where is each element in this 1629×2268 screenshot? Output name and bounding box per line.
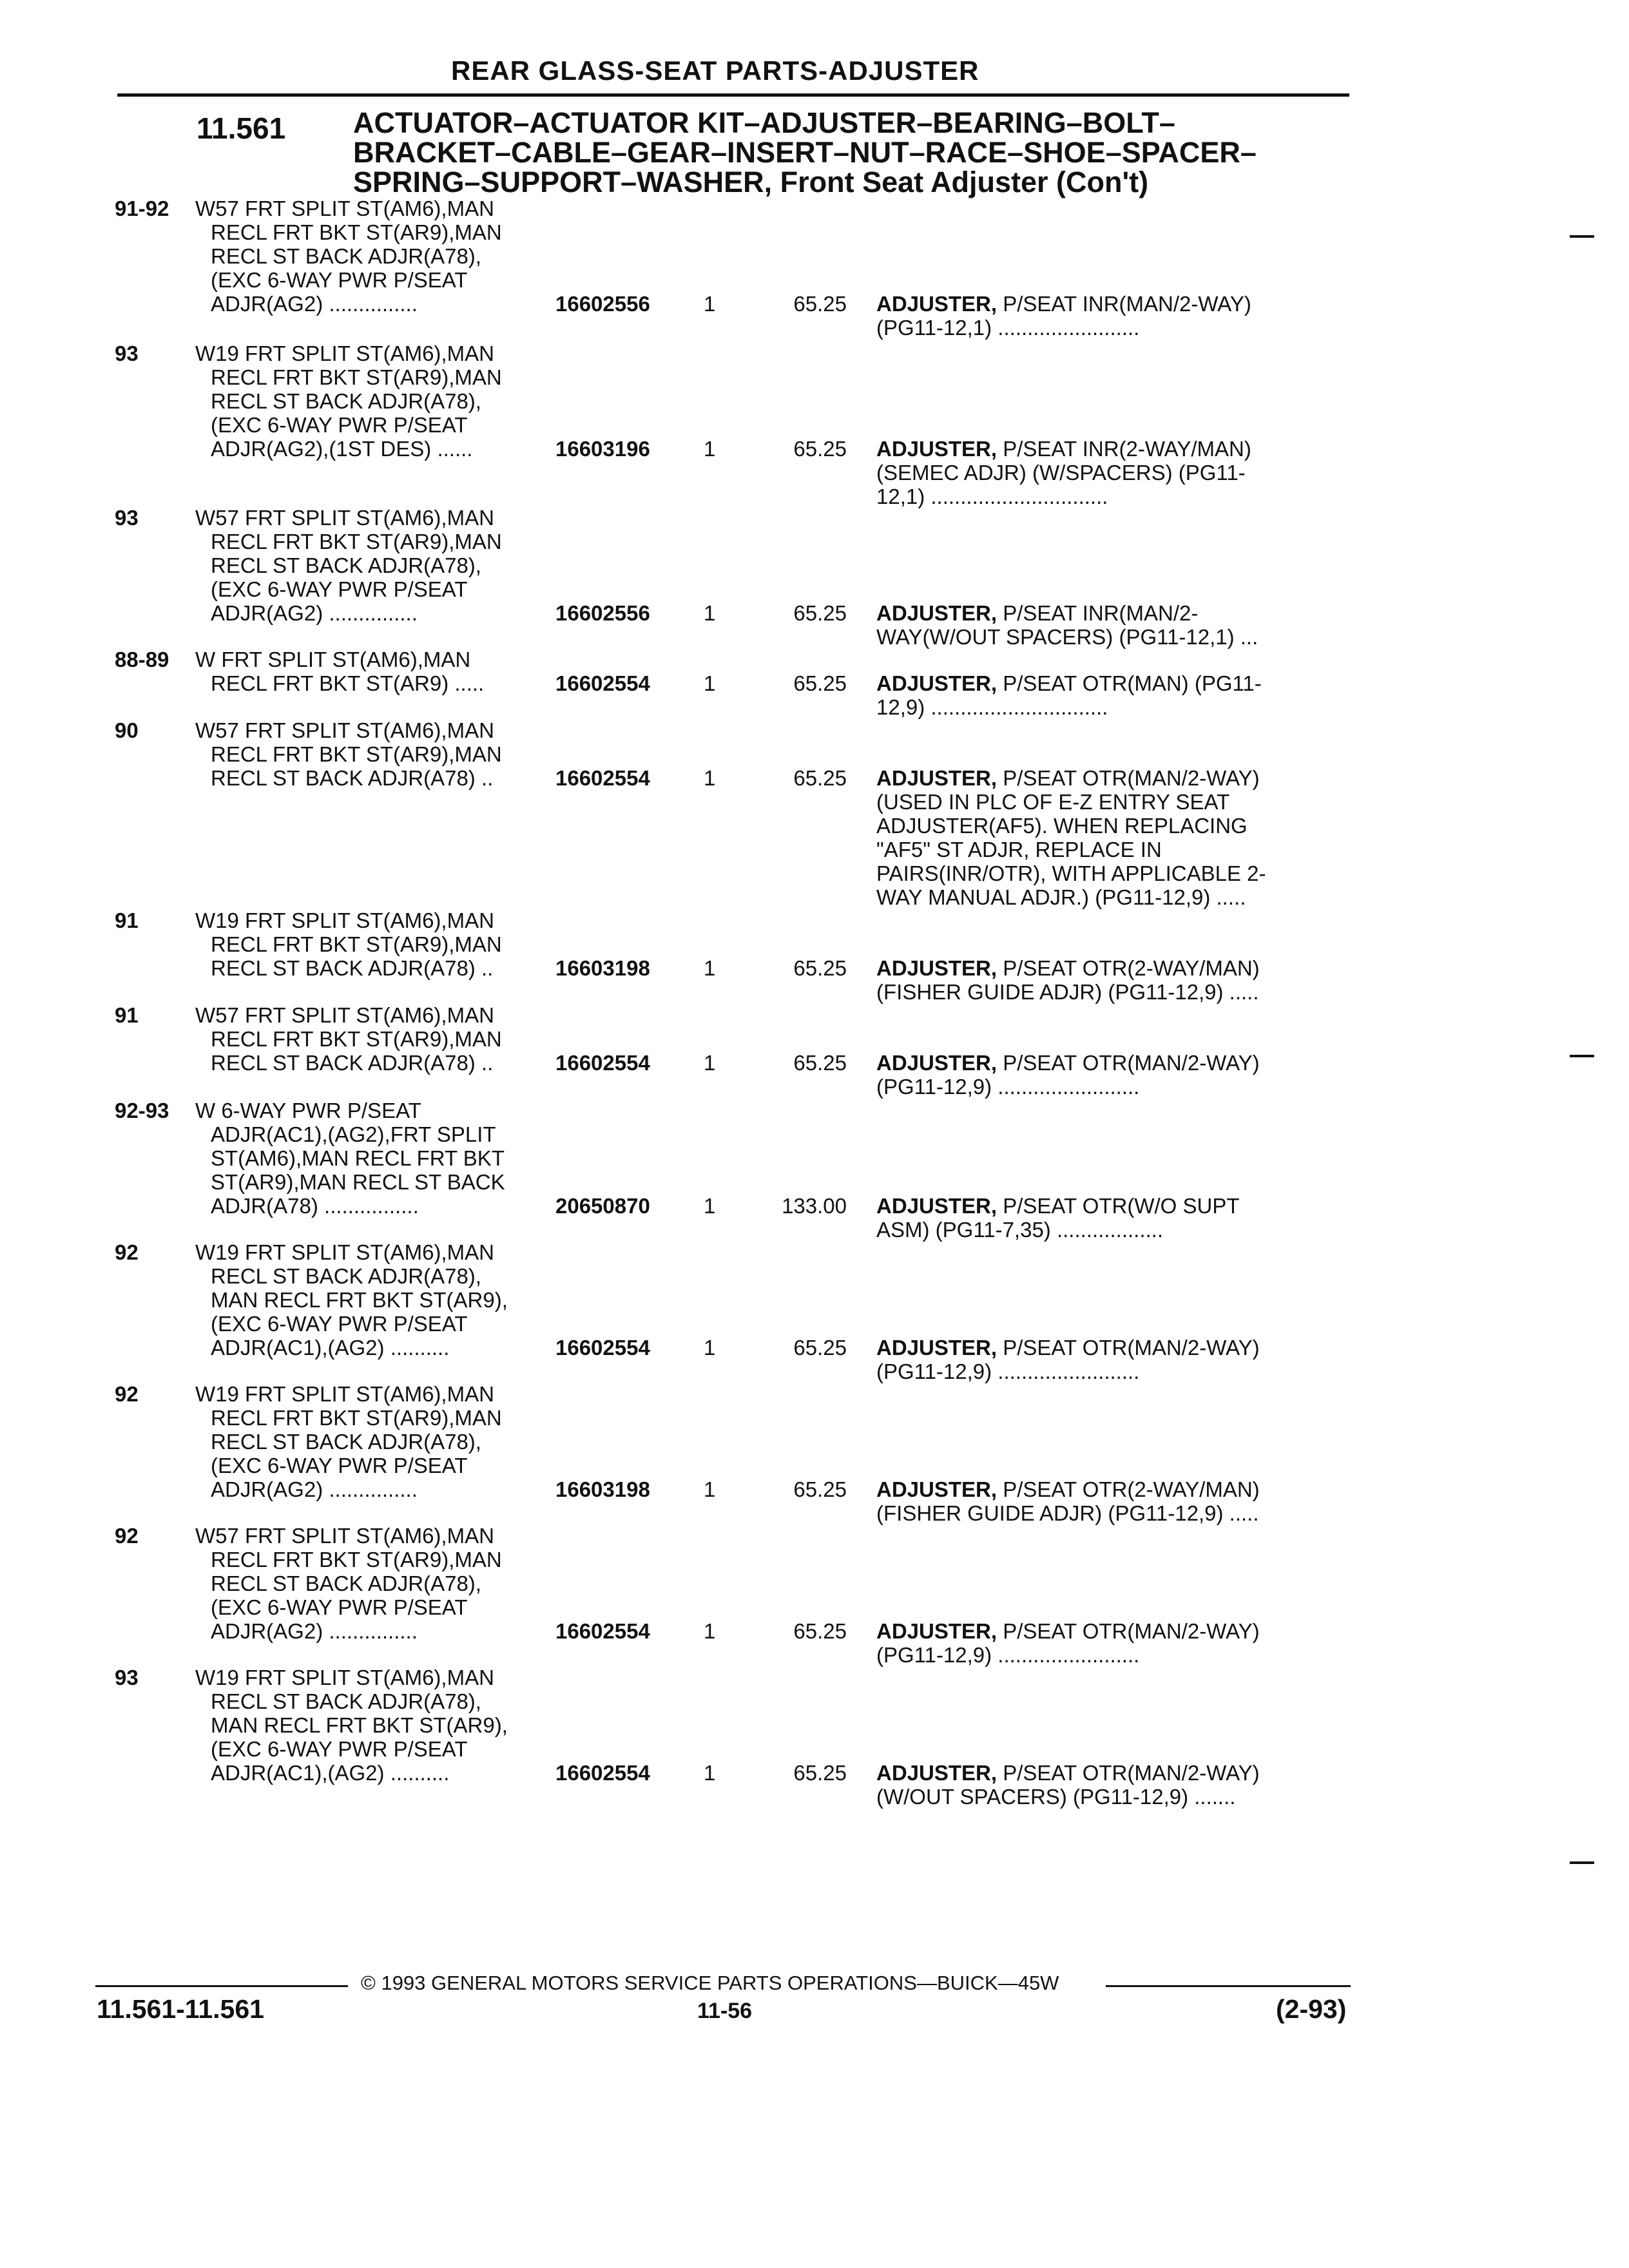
model-year: 93 [115, 506, 139, 530]
description-line: RECL FRT BKT ST(AR9),MAN [211, 1406, 502, 1430]
item-name: ADJUSTER, [876, 1336, 998, 1360]
description-line: RECL ST BACK ADJR(A78) .. [211, 1051, 494, 1075]
item-description [876, 437, 1347, 508]
item-line: WAY MANUAL ADJR.) (PG11-12,9) ..... [876, 885, 1246, 909]
item-name: ADJUSTER, [876, 766, 998, 790]
item-spec: P/SEAT OTR(MAN/2-WAY) [1003, 1336, 1260, 1360]
item-description [876, 292, 1347, 340]
section-title [353, 108, 1320, 197]
model-year: 93 [115, 1666, 139, 1689]
model-year: 91 [115, 908, 139, 932]
application-description [195, 908, 502, 980]
item-line: (W/OUT SPACERS) (PG11-12,9) ....... [876, 1785, 1236, 1809]
item-description [876, 1194, 1347, 1242]
description-line: ADJR(AG2) ............... [211, 292, 418, 316]
item-line: ASM) (PG11-7,35) .................. [876, 1218, 1164, 1242]
footer-copyright: © 1993 GENERAL MOTORS SERVICE PARTS OPERATIONS—BUICK—45W [361, 1972, 1059, 1994]
application-description [195, 1382, 502, 1501]
description-line: (EXC 6-WAY PWR P/SEAT [211, 1737, 468, 1761]
description-line: RECL ST BACK ADJR(A78), [211, 1571, 481, 1595]
quantity: 1 [704, 601, 716, 625]
item-line: "AF5" ST ADJR, REPLACE IN [876, 838, 1162, 861]
part-number: 16603198 [555, 956, 650, 980]
section-title-line: SPRING–SUPPORT–WASHER, Front Seat Adjuster (Con't) [353, 166, 1149, 198]
item-name: ADJUSTER, [876, 1761, 998, 1785]
application-description [195, 341, 502, 461]
price: 65.25 [793, 1477, 847, 1501]
description-line: W 6-WAY PWR P/SEAT [195, 1099, 421, 1122]
application-description [195, 506, 502, 625]
quantity: 1 [704, 1619, 716, 1643]
part-number: 16602554 [555, 1619, 650, 1643]
model-year: 92-93 [115, 1099, 169, 1122]
price: 133.00 [782, 1194, 847, 1218]
model-year: 88-89 [115, 648, 169, 671]
application-description [195, 1003, 502, 1075]
description-line: RECL ST BACK ADJR(A78), [211, 553, 481, 577]
item-line [876, 956, 1347, 980]
item-line: (USED IN PLC OF E-Z ENTRY SEAT [876, 790, 1230, 814]
price: 65.25 [793, 1761, 847, 1785]
quantity: 1 [704, 292, 716, 316]
description-line: W57 FRT SPLIT ST(AM6),MAN [195, 197, 494, 220]
quantity: 1 [704, 1051, 716, 1075]
description-line: ADJR(AG2) ............... [211, 601, 418, 625]
description-line: W FRT SPLIT ST(AM6),MAN [195, 648, 471, 671]
item-line [876, 437, 1347, 461]
price: 65.25 [793, 1051, 847, 1075]
item-name: ADJUSTER, [876, 956, 998, 980]
item-line: (PG11-12,9) ........................ [876, 1360, 1140, 1383]
margin-mark [1570, 235, 1594, 238]
description-line: ST(AR9),MAN RECL ST BACK [211, 1170, 505, 1194]
description-line: MAN RECL FRT BKT ST(AR9), [211, 1713, 508, 1737]
item-spec: P/SEAT OTR(MAN/2-WAY) [1003, 1051, 1260, 1075]
item-line: (PG11-12,9) ........................ [876, 1075, 1140, 1099]
item-line: WAY(W/OUT SPACERS) (PG11-12,1) ... [876, 625, 1258, 649]
item-name: ADJUSTER, [876, 1619, 998, 1643]
description-line: RECL ST BACK ADJR(A78), [211, 244, 481, 268]
description-line: RECL ST BACK ADJR(A78), [211, 1430, 481, 1454]
price: 65.25 [793, 671, 847, 695]
item-spec: P/SEAT OTR(MAN/2-WAY) [1003, 1761, 1260, 1785]
item-name: ADJUSTER, [876, 1194, 998, 1218]
part-number: 16602554 [555, 766, 650, 790]
part-number: 16602554 [555, 671, 650, 695]
footer-rule [95, 1985, 348, 1987]
quantity: 1 [704, 437, 716, 461]
description-line: RECL ST BACK ADJR(A78) .. [211, 956, 494, 980]
item-description [876, 1619, 1347, 1667]
application-description [195, 1099, 505, 1218]
margin-mark [1570, 1861, 1594, 1864]
application-description [195, 718, 502, 790]
item-line [876, 1194, 1347, 1218]
description-line: (EXC 6-WAY PWR P/SEAT [211, 577, 468, 601]
application-description [195, 1666, 508, 1785]
part-number: 20650870 [555, 1194, 650, 1218]
item-spec: P/SEAT INR(MAN/2-WAY) [1003, 292, 1251, 316]
item-spec: P/SEAT OTR(W/O SUPT [1003, 1194, 1240, 1218]
description-line: RECL ST BACK ADJR(A78) .. [211, 766, 494, 790]
description-line: (EXC 6-WAY PWR P/SEAT [211, 1312, 468, 1336]
description-line: W19 FRT SPLIT ST(AM6),MAN [195, 908, 494, 932]
description-line: RECL FRT BKT ST(AR9),MAN [211, 742, 502, 766]
section-title-line: ACTUATOR–ACTUATOR KIT–ADJUSTER–BEARING–BOLT– [353, 106, 1175, 139]
item-spec: P/SEAT OTR(MAN) (PG11- [1003, 671, 1262, 695]
description-line: RECL FRT BKT ST(AR9),MAN [211, 1027, 502, 1051]
quantity: 1 [704, 766, 716, 790]
part-number: 16603196 [555, 437, 650, 461]
item-description [876, 1761, 1347, 1809]
description-line: RECL FRT BKT ST(AR9),MAN [211, 365, 502, 389]
item-line [876, 671, 1347, 695]
application-description [195, 648, 484, 695]
item-line [876, 292, 1347, 316]
price: 65.25 [793, 601, 847, 625]
item-line [876, 1619, 1347, 1643]
item-line [876, 766, 1347, 790]
price: 65.25 [793, 1336, 847, 1360]
description-line: RECL FRT BKT ST(AR9),MAN [211, 1548, 502, 1571]
description-line: W19 FRT SPLIT ST(AM6),MAN [195, 1240, 494, 1264]
item-name: ADJUSTER, [876, 292, 998, 316]
item-line [876, 601, 1347, 625]
part-number: 16602556 [555, 601, 650, 625]
quantity: 1 [704, 671, 716, 695]
model-year: 91-92 [115, 197, 169, 220]
model-year: 92 [115, 1240, 139, 1264]
item-name: ADJUSTER, [876, 601, 998, 625]
item-description [876, 956, 1347, 1004]
price: 65.25 [793, 292, 847, 316]
margin-mark [1570, 1055, 1594, 1057]
model-year: 92 [115, 1382, 139, 1406]
description-line: RECL FRT BKT ST(AR9),MAN [211, 220, 502, 244]
item-line [876, 1477, 1347, 1501]
item-line: ADJUSTER(AF5). WHEN REPLACING [876, 814, 1248, 838]
item-spec: P/SEAT INR(MAN/2- [1003, 601, 1199, 625]
description-line: W57 FRT SPLIT ST(AM6),MAN [195, 1003, 494, 1027]
header-rule [117, 93, 1349, 97]
item-description [876, 601, 1347, 649]
item-line: (FISHER GUIDE ADJR) (PG11-12,9) ..... [876, 980, 1259, 1004]
item-line [876, 1336, 1347, 1360]
quantity: 1 [704, 1761, 716, 1785]
quantity: 1 [704, 1194, 716, 1218]
description-line: W57 FRT SPLIT ST(AM6),MAN [195, 506, 494, 530]
description-line: ADJR(AG2) ............... [211, 1619, 418, 1643]
description-line: W19 FRT SPLIT ST(AM6),MAN [195, 1382, 494, 1406]
description-line: ADJR(AG2) ............... [211, 1477, 418, 1501]
item-spec: P/SEAT INR(2-WAY/MAN) [1003, 437, 1251, 461]
quantity: 1 [704, 1336, 716, 1360]
item-line: 12,1) .............................. [876, 485, 1108, 508]
description-line: RECL ST BACK ADJR(A78), [211, 1689, 481, 1713]
description-line: RECL FRT BKT ST(AR9) ..... [211, 671, 485, 695]
price: 65.25 [793, 1619, 847, 1643]
description-line: W57 FRT SPLIT ST(AM6),MAN [195, 1524, 494, 1548]
description-line: ADJR(A78) ................ [211, 1194, 419, 1218]
item-line: (PG11-12,1) ........................ [876, 316, 1140, 340]
description-line: ADJR(AG2),(1ST DES) ...... [211, 437, 473, 461]
model-year: 93 [115, 341, 139, 365]
item-name: ADJUSTER, [876, 437, 998, 461]
item-spec: P/SEAT OTR(MAN/2-WAY) [1003, 1619, 1260, 1643]
part-number: 16602556 [555, 292, 650, 316]
section-title-line: BRACKET–CABLE–GEAR–INSERT–NUT–RACE–SHOE–SPACER– [353, 136, 1257, 169]
description-line: ST(AM6),MAN RECL FRT BKT [211, 1146, 505, 1170]
footer-date: (2-93) [1276, 1994, 1347, 2024]
item-line: (SEMEC ADJR) (W/SPACERS) (PG11- [876, 461, 1246, 485]
description-line: W57 FRT SPLIT ST(AM6),MAN [195, 718, 494, 742]
footer-page-number: 11-56 [697, 1999, 753, 2023]
description-line: (EXC 6-WAY PWR P/SEAT [211, 268, 468, 292]
item-line [876, 1761, 1347, 1785]
item-name: ADJUSTER, [876, 1477, 998, 1501]
description-line: ADJR(AC1),(AG2),FRT SPLIT [211, 1122, 496, 1146]
part-number: 16602554 [555, 1336, 650, 1360]
description-line: MAN RECL FRT BKT ST(AR9), [211, 1288, 508, 1312]
application-description [195, 1240, 508, 1360]
item-description [876, 1336, 1347, 1383]
description-line: ADJR(AC1),(AG2) .......... [211, 1761, 450, 1785]
model-year: 90 [115, 718, 139, 742]
item-description [876, 1051, 1347, 1099]
part-number: 16602554 [555, 1051, 650, 1075]
page-title: REAR GLASS-SEAT PARTS-ADJUSTER [451, 55, 979, 86]
part-number: 16602554 [555, 1761, 650, 1785]
price: 65.25 [793, 956, 847, 980]
footer-rule [1106, 1985, 1351, 1987]
description-line: W19 FRT SPLIT ST(AM6),MAN [195, 1666, 494, 1689]
description-line: RECL FRT BKT ST(AR9),MAN [211, 932, 502, 956]
description-line: RECL FRT BKT ST(AR9),MAN [211, 530, 502, 553]
application-description [195, 1524, 502, 1643]
item-name: ADJUSTER, [876, 1051, 998, 1075]
price: 65.25 [793, 437, 847, 461]
part-number: 16603198 [555, 1477, 650, 1501]
quantity: 1 [704, 1477, 716, 1501]
item-description [876, 1477, 1347, 1525]
description-line: RECL ST BACK ADJR(A78), [211, 1264, 481, 1288]
model-year: 92 [115, 1524, 139, 1548]
application-description [195, 197, 502, 316]
item-spec: P/SEAT OTR(2-WAY/MAN) [1003, 956, 1260, 980]
item-spec: P/SEAT OTR(2-WAY/MAN) [1003, 1477, 1260, 1501]
description-line: (EXC 6-WAY PWR P/SEAT [211, 413, 468, 437]
description-line: RECL ST BACK ADJR(A78), [211, 389, 481, 413]
quantity: 1 [704, 956, 716, 980]
item-spec: P/SEAT OTR(MAN/2-WAY) [1003, 766, 1260, 790]
description-line: W19 FRT SPLIT ST(AM6),MAN [195, 341, 494, 365]
description-line: ADJR(AC1),(AG2) .......... [211, 1336, 450, 1360]
item-line: (FISHER GUIDE ADJR) (PG11-12,9) ..... [876, 1501, 1259, 1525]
footer-section-range: 11.561-11.561 [97, 1994, 264, 2024]
item-name: ADJUSTER, [876, 671, 998, 695]
item-description [876, 766, 1347, 909]
item-line [876, 1051, 1347, 1075]
item-line: (PG11-12,9) ........................ [876, 1643, 1140, 1667]
item-description [876, 671, 1347, 719]
model-year: 91 [115, 1003, 139, 1027]
description-line: (EXC 6-WAY PWR P/SEAT [211, 1454, 468, 1477]
description-line: (EXC 6-WAY PWR P/SEAT [211, 1595, 468, 1619]
section-number: 11.561 [197, 111, 286, 145]
item-line: PAIRS(INR/OTR), WITH APPLICABLE 2- [876, 861, 1266, 885]
item-line: 12,9) .............................. [876, 695, 1108, 719]
price: 65.25 [793, 766, 847, 790]
